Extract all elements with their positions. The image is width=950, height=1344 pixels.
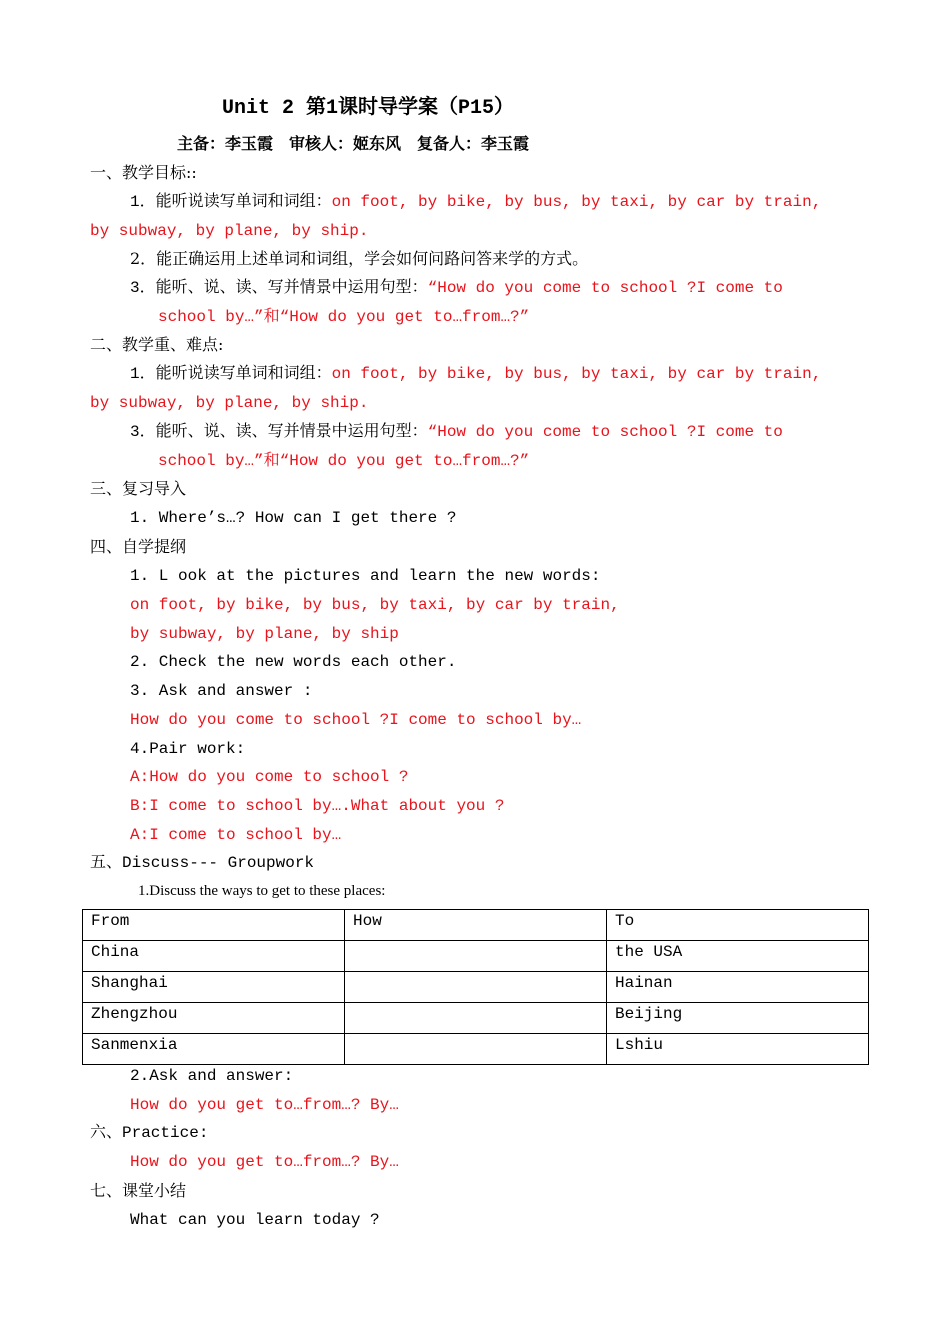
s2-item-1-words: on foot, by bike, by bus, by taxi, by car by train, [331, 365, 822, 383]
s4-item-1: 1. L ook at the pictures and learn the new words: [130, 567, 601, 585]
ways-table [82, 909, 869, 1065]
authors-line: 主备：李玉霞 审核人：姬东风 复备人：李玉霞 [177, 134, 530, 153]
s2-item-3-sentence: “How do you come to school ?I come to [427, 423, 783, 441]
table-cell-to: Lshiu [607, 1034, 869, 1065]
section-5-heading: 五、Discuss--- Groupwork [90, 854, 315, 872]
s1-item-3 [130, 278, 783, 298]
section-7-heading: 七、课堂小结 [90, 1181, 187, 1200]
s4-words-line-2: by subway, by plane, by ship [130, 625, 399, 643]
s4-dialog-a1: A:How do you come to school ? [130, 768, 409, 786]
s4-item-2: 2. Check the new words each other. [130, 653, 457, 671]
table-cell-to: the USA [607, 941, 869, 972]
table-cell-from: Shanghai [83, 972, 345, 1003]
s7-item-1: What can you learn today ? [130, 1211, 380, 1229]
page-title: Unit 2 第1课时导学案（P15） [222, 97, 515, 120]
s2-item-3-cont: school by…”和“How do you get to…from…?” [158, 452, 530, 470]
s1-item-3-prefix: 3．能听、说、读、写并情景中运用句型： [130, 279, 428, 297]
table-row [83, 1034, 869, 1065]
table-cell-how[interactable] [345, 1034, 607, 1065]
section-6-heading: 六、Practice: [90, 1124, 209, 1142]
section-4-heading: 四、自学提纲 [90, 537, 187, 556]
table-header-from: From [83, 910, 345, 941]
s1-item-3-sentence: “How do you come to school ?I come to [427, 279, 783, 297]
s3-item-1: 1. Where’s…? How can I get there ? [130, 509, 457, 527]
s2-item-1-prefix: 1．能听说读写单词和词组： [130, 365, 332, 383]
s5-item-1: 1.Discuss the ways to get to these places: [138, 883, 386, 899]
table-header-to: To [607, 910, 869, 941]
table-cell-how[interactable] [345, 972, 607, 1003]
table-cell-from: Sanmenxia [83, 1034, 345, 1065]
s6-item-1-sentence: How do you get to…from…? By… [130, 1153, 399, 1171]
s2-item-3-prefix: 3．能听、说、读、写并情景中运用句型： [130, 423, 428, 441]
s5-item-2: 2.Ask and answer: [130, 1067, 294, 1085]
table-row [83, 972, 869, 1003]
table-cell-from: China [83, 941, 345, 972]
table-cell-to: Hainan [607, 972, 869, 1003]
s1-item-1-prefix: 1．能听说读写单词和词组： [130, 193, 332, 211]
table-header-how: How [345, 910, 607, 941]
s1-item-1-words: on foot, by bike, by bus, by taxi, by car by train, [331, 193, 822, 211]
s1-item-1 [130, 192, 821, 212]
s2-item-1 [130, 364, 821, 384]
section-2-heading: 二、教学重、难点: [90, 335, 224, 354]
table-cell-how[interactable] [345, 941, 607, 972]
s1-item-2: 2．能正确运用上述单词和词组，学会如何问路问答来学的方式。 [130, 249, 589, 268]
section-3-heading: 三、复习导入 [90, 479, 187, 498]
table-cell-from: Zhengzhou [83, 1003, 345, 1034]
s1-item-1-cont: by subway, by plane, by ship. [90, 222, 369, 240]
s4-item-4: 4.Pair work: [130, 740, 246, 758]
table-row [83, 941, 869, 972]
table-header-row [83, 910, 869, 941]
s1-item-3-cont: school by…”和“How do you get to…from…?” [158, 308, 530, 326]
s2-item-3 [130, 422, 783, 442]
s4-item-3-sentence: How do you come to school ?I come to school by… [130, 711, 582, 729]
s4-words-line-1: on foot, by bike, by bus, by taxi, by car by train, [130, 596, 620, 614]
s4-dialog-a2: A:I come to school by… [130, 826, 342, 844]
s4-dialog-b: B:I come to school by….What about you ? [130, 797, 505, 815]
s2-item-1-cont: by subway, by plane, by ship. [90, 394, 369, 412]
s5-item-2-sentence: How do you get to…from…? By… [130, 1096, 399, 1114]
table-cell-to: Beijing [607, 1003, 869, 1034]
s4-item-3: 3. Ask and answer : [130, 682, 313, 700]
table-cell-how[interactable] [345, 1003, 607, 1034]
table-row [83, 1003, 869, 1034]
section-1-heading: 一、教学目标:: [90, 163, 197, 182]
